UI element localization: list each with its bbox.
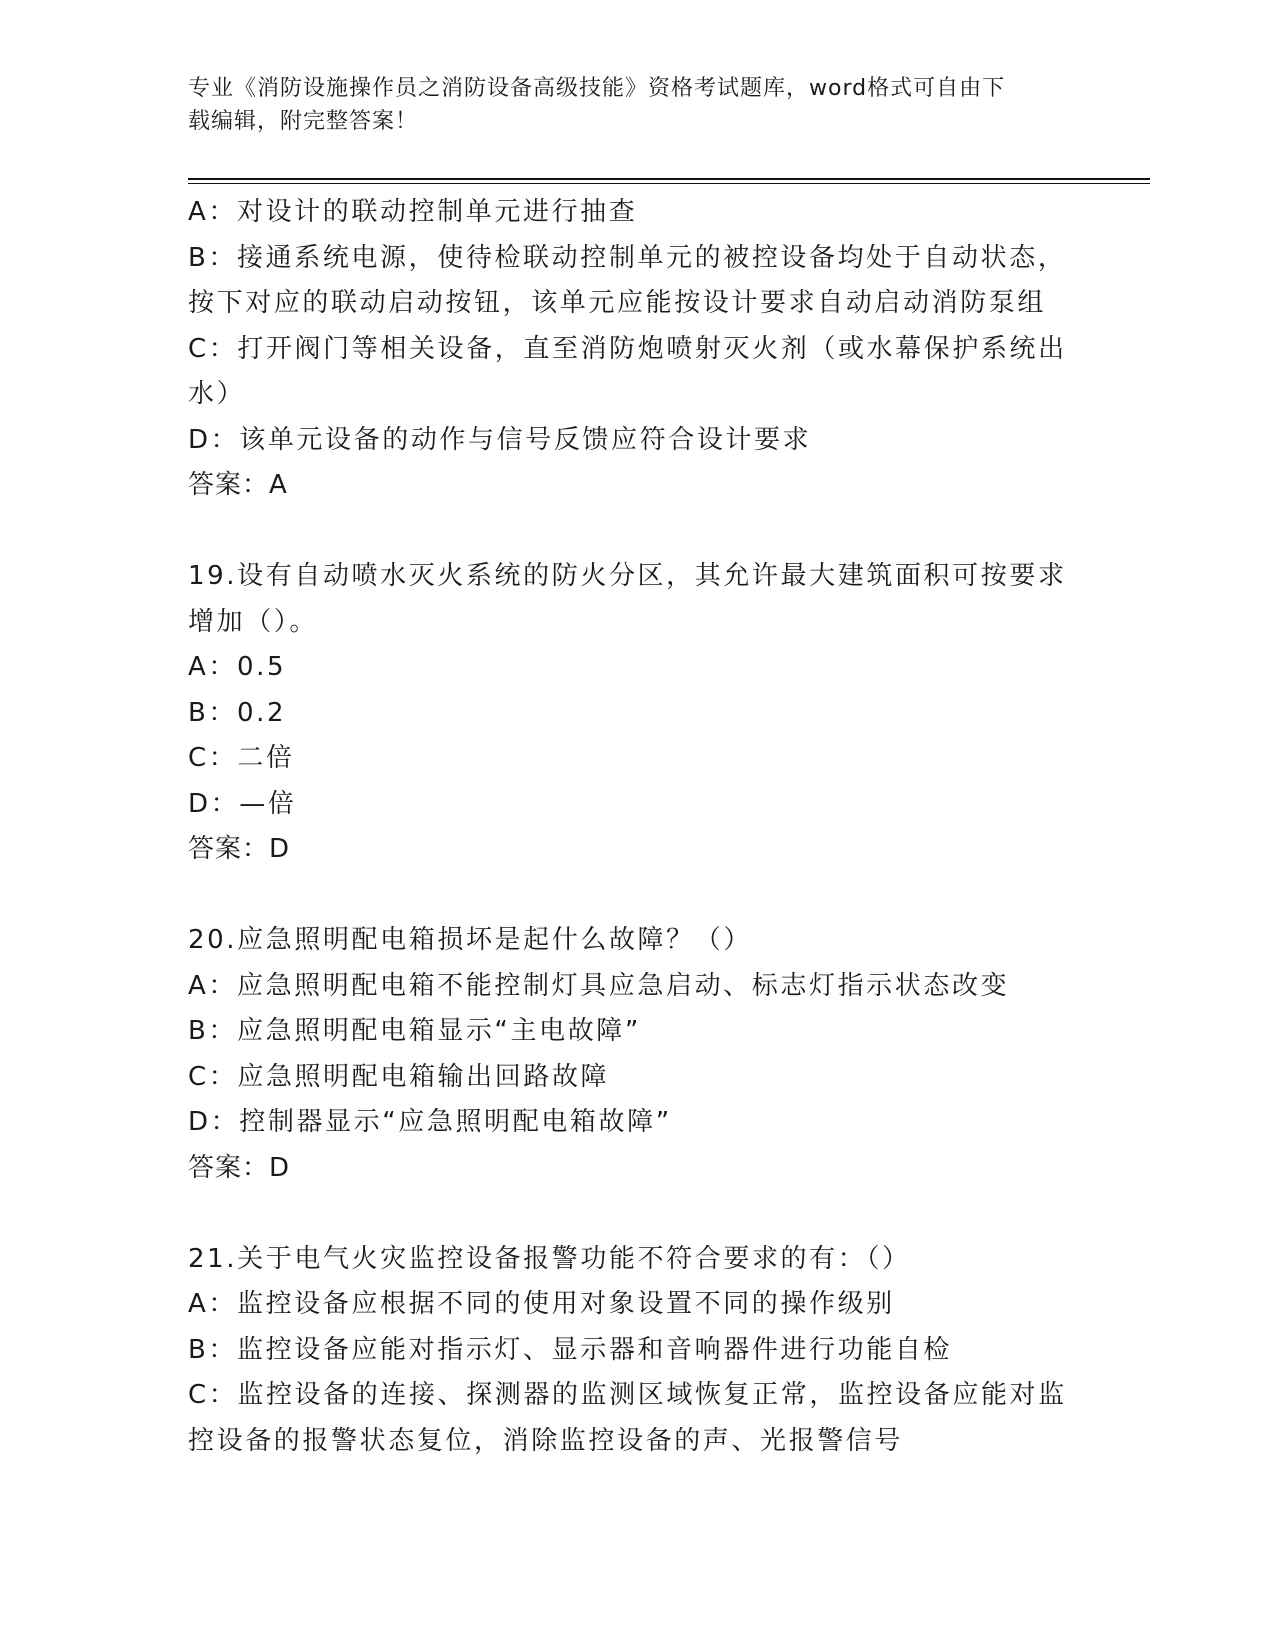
option-d: D：—倍 xyxy=(188,788,297,819)
option-b: B：监控设备应能对指示灯、显示器和音响器件进行功能自检 xyxy=(188,1334,953,1365)
option-a: A：监控设备应根据不同的使用对象设置不同的操作级别 xyxy=(188,1289,895,1319)
spacer xyxy=(188,873,1088,919)
header-line: 载编辑，附完整答案！ xyxy=(188,109,419,134)
option-a: A：对设计的联动控制单元进行抽查 xyxy=(188,197,638,227)
option-c: C：打开阀门等相关设备，直至消防炮喷射灭火剂（或水幕保护系统出 xyxy=(188,333,1067,364)
question-text-cont: 增加（）。 xyxy=(188,606,319,637)
header-rule-thin xyxy=(188,183,1150,184)
question-21 xyxy=(188,1237,1088,1465)
option-c-cont: 水） xyxy=(188,379,246,409)
document-header xyxy=(188,72,1068,138)
question-text: 19.设有自动喷水灭火系统的防火分区，其允许最大建筑面积可按要求 xyxy=(188,561,1067,591)
option-c: C：二倍 xyxy=(188,743,295,773)
option-c: C：监控设备的连接、探测器的监测区域恢复正常，监控设备应能对监 xyxy=(188,1380,1067,1410)
question-text: 20.应急照明配电箱损坏是起什么故障？（） xyxy=(188,925,752,955)
option-c-cont: 控设备的报警状态复位，消除监控设备的声、光报警信号 xyxy=(188,1425,904,1456)
option-a: A：0.5 xyxy=(188,652,287,682)
answer: 答案：D xyxy=(188,834,291,864)
question-list xyxy=(188,190,1088,1464)
option-b-cont: 按下对应的联动启动按钮，该单元应能按设计要求自动启动消防泵组 xyxy=(188,288,1047,318)
option-c: C：应急照明配电箱输出回路故障 xyxy=(188,1061,610,1092)
option-b: B：接通系统电源，使待检联动控制单元的被控设备均处于自动状态， xyxy=(188,242,1067,273)
spacer xyxy=(188,509,1088,555)
option-d: D：该单元设备的动作与信号反馈应符合设计要求 xyxy=(188,424,812,455)
question-18-tail xyxy=(188,190,1088,509)
option-b: B：0.2 xyxy=(188,697,287,728)
header-rule-thick xyxy=(188,178,1150,180)
header-line: 专业《消防设施操作员之消防设备高级技能》资格考试题库，word格式可自由下 xyxy=(188,76,1006,101)
option-a: A：应急照明配电箱不能控制灯具应急启动、标志灯指示状态改变 xyxy=(188,970,1010,1001)
spacer xyxy=(188,1191,1088,1237)
question-20 xyxy=(188,918,1088,1191)
question-text: 21.关于电气火灾监控设备报警功能不符合要求的有：（） xyxy=(188,1243,911,1274)
option-b: B：应急照明配电箱显示“主电故障” xyxy=(188,1016,641,1046)
answer: 答案：A xyxy=(188,470,288,500)
option-d: D：控制器显示“应急照明配电箱故障” xyxy=(188,1107,672,1137)
answer: 答案：D xyxy=(188,1152,291,1183)
question-19 xyxy=(188,554,1088,873)
